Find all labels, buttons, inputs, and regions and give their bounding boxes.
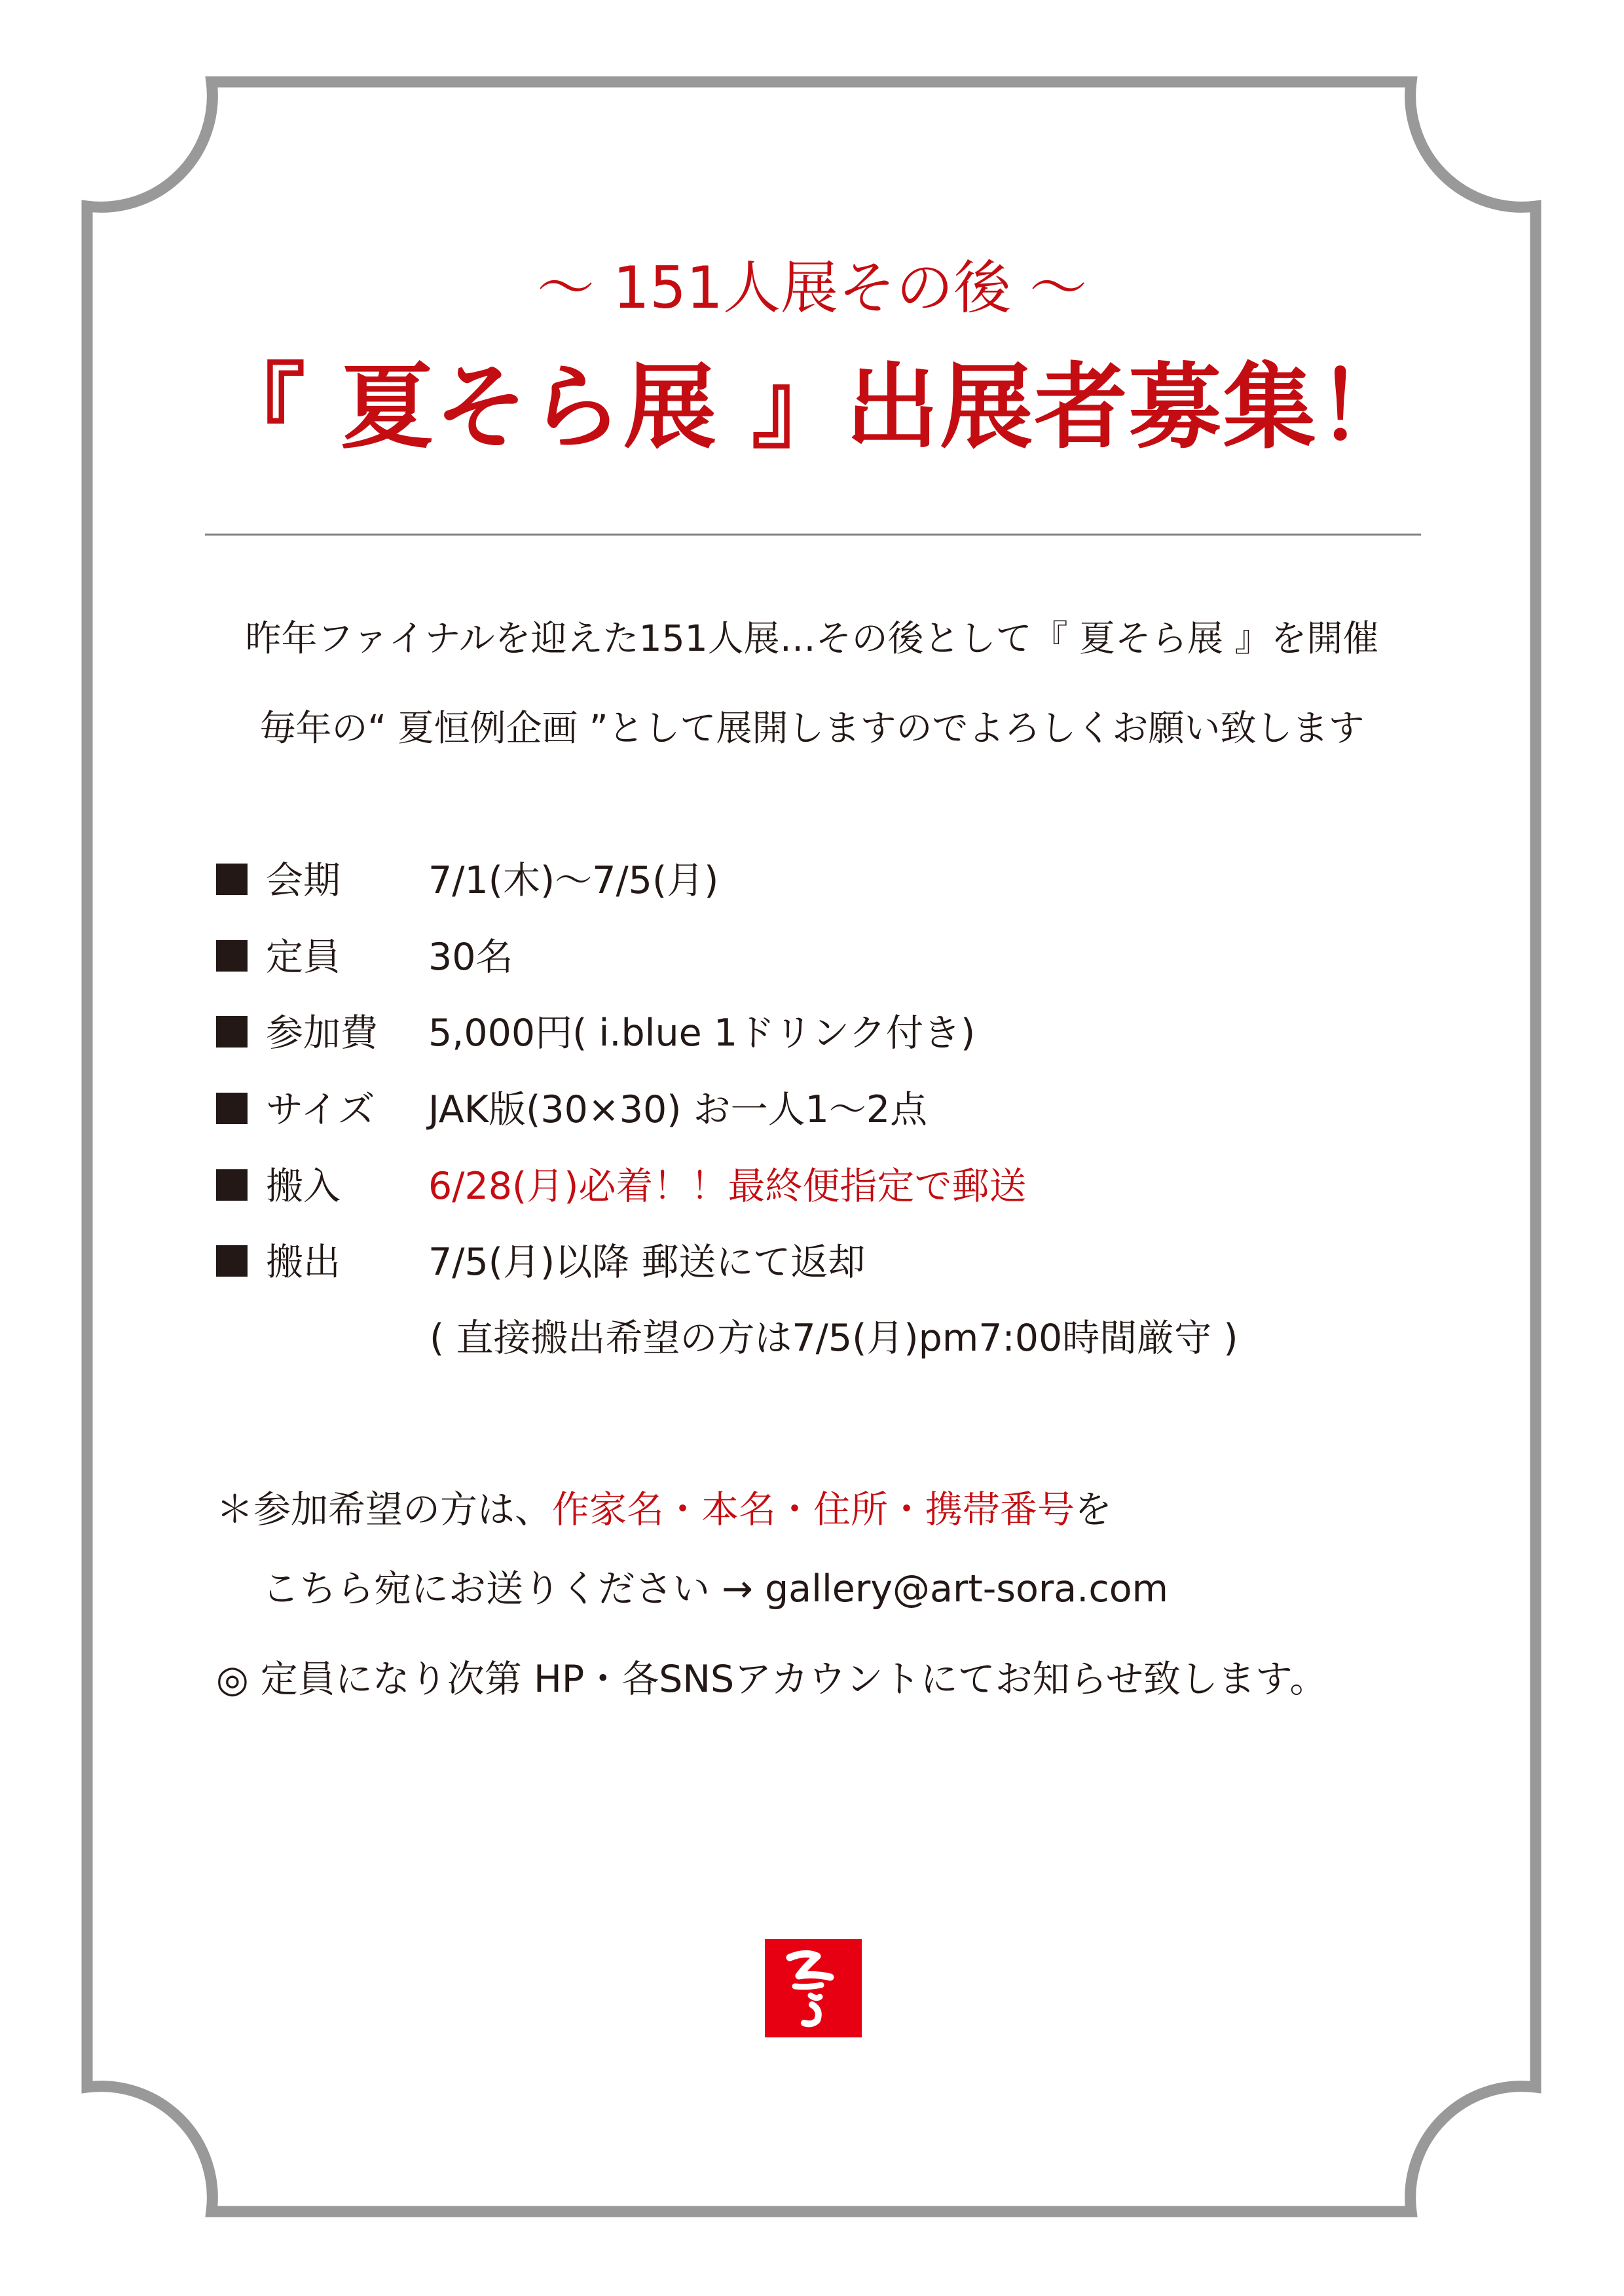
event-subtitle: ～ 151人展その後 ～	[537, 254, 1087, 321]
application-notice-line-1	[216, 1484, 1112, 1536]
square-bullet-icon	[216, 1093, 248, 1124]
detail-value: 7/5(月)以降 郵送にて返却	[428, 1241, 866, 1284]
detail-label: 会期	[266, 859, 341, 902]
detail-label: 搬出	[266, 1241, 341, 1284]
detail-value: 6/28(月)必着！！最終便指定で郵送	[428, 1165, 1027, 1208]
detail-label: 搬入	[266, 1165, 341, 1208]
intro-line-1: 昨年ファイナルを迎えた151人展…その後として『 夏そら展 』を開催	[245, 617, 1379, 659]
capacity-notice: ◎ 定員になり次第 HP・各SNSアカウントにてお知らせ致します。	[216, 1658, 1327, 1701]
detail-row-delivery	[216, 1160, 1026, 1212]
detail-value: 5,000円( i.blue 1ドリンク付き)	[428, 1011, 976, 1055]
detail-value: JAK版(30×30) お一人1～2点	[428, 1088, 928, 1131]
detail-row-period	[216, 854, 718, 907]
square-bullet-icon	[216, 1169, 248, 1201]
pickup-note: ( 直接搬出希望の方は7/5(月)pm7:00時間厳守 )	[430, 1317, 1238, 1360]
detail-row-fee	[216, 1007, 975, 1059]
notice-suffix: を	[1075, 1488, 1112, 1531]
detail-label: 参加費	[266, 1011, 378, 1055]
sora-logo-mark	[765, 1939, 862, 2037]
square-bullet-icon	[216, 864, 248, 895]
detail-value: 7/1(木)～7/5(月)	[428, 859, 719, 902]
detail-row-size	[216, 1084, 927, 1136]
square-bullet-icon	[216, 1016, 248, 1048]
intro-line-2: 毎年の“ 夏恒例企画 ”として展開しますのでよろしくお願い致します	[259, 707, 1365, 749]
square-bullet-icon	[216, 1245, 248, 1277]
required-info-highlight: 作家名・本名・住所・携帯番号	[552, 1488, 1075, 1531]
sora-logo	[765, 1939, 862, 2037]
application-notice-line-2: こちら宛にお送りください → gallery@art-sora.com	[262, 1567, 1169, 1611]
title-divider	[205, 534, 1421, 536]
detail-label: サイズ	[266, 1088, 375, 1131]
detail-row-capacity	[216, 931, 513, 983]
event-title: 『 夏そら展 』出展者募集！	[212, 354, 1412, 462]
notice-prefix: ＊参加希望の方は、	[216, 1488, 552, 1531]
detail-value: 30名	[428, 936, 513, 979]
detail-label: 定員	[266, 936, 341, 979]
detail-row-pickup	[216, 1236, 865, 1288]
square-bullet-icon	[216, 940, 248, 972]
